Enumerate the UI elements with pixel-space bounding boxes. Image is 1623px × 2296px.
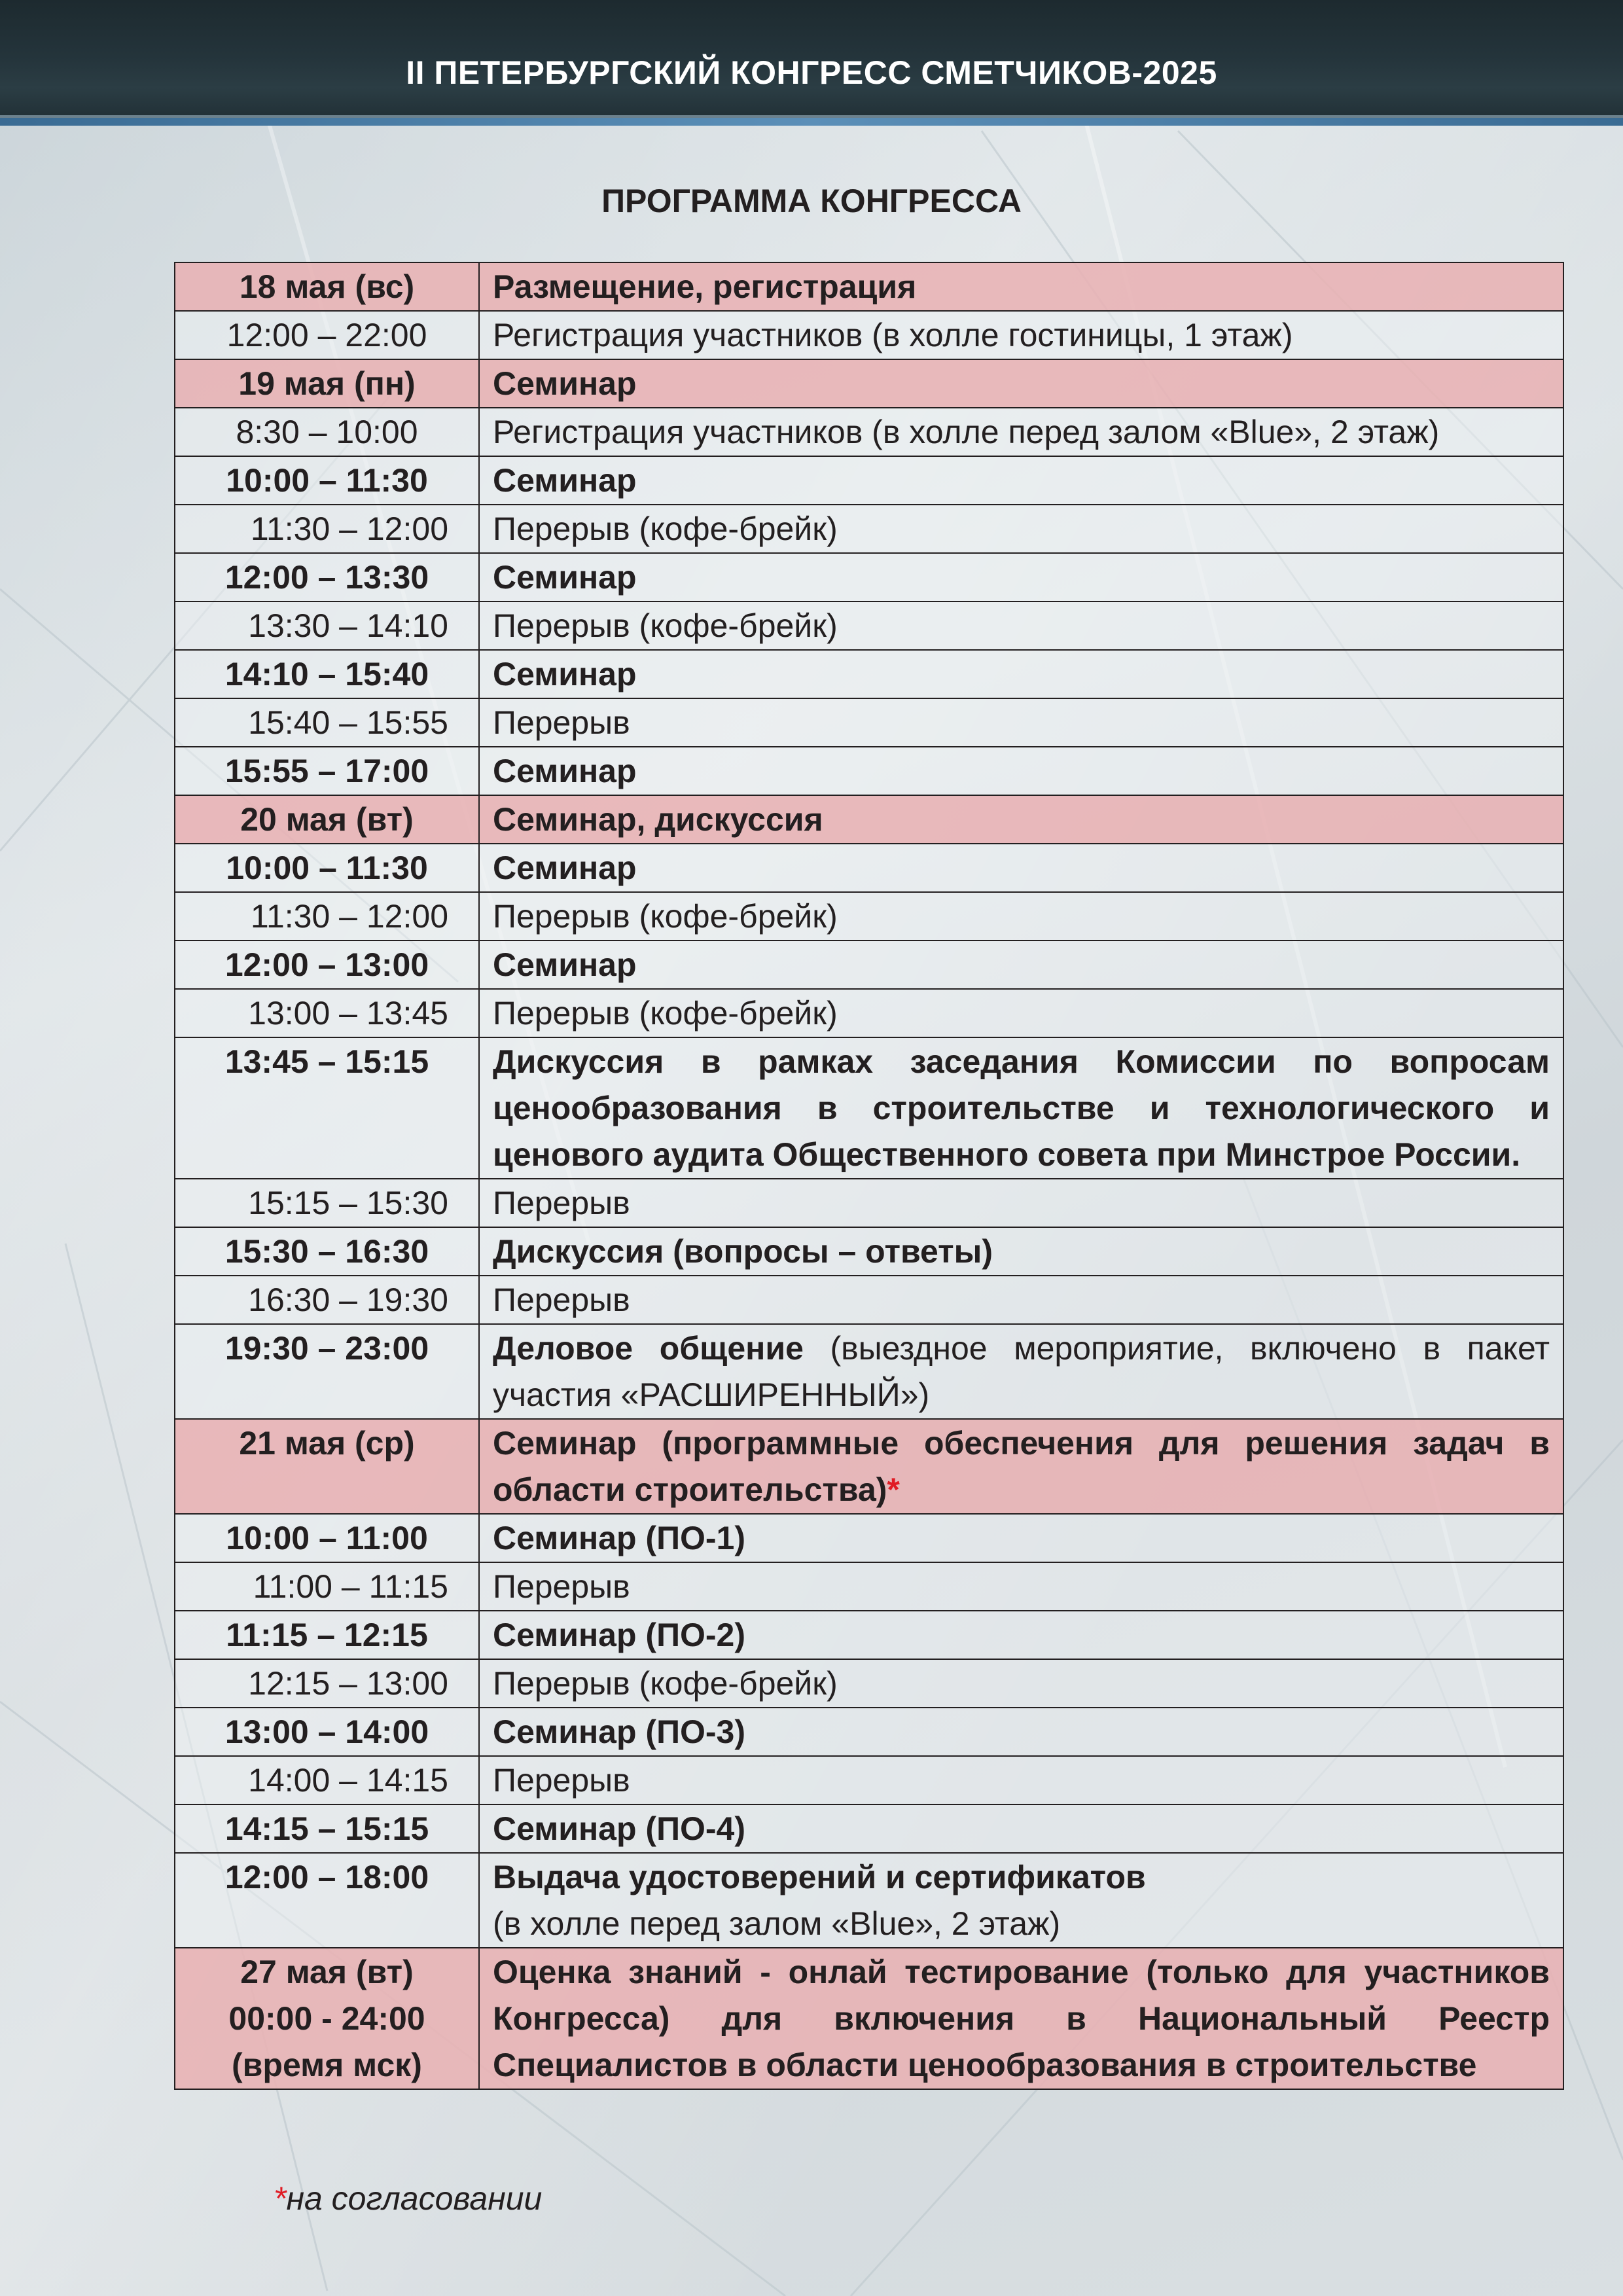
day-date: 27 мая (вт) (240, 1954, 414, 1990)
schedule-row (175, 698, 1563, 747)
schedule-row (175, 1324, 1563, 1419)
event-cell: Семинар (479, 941, 1563, 989)
schedule-row (175, 311, 1563, 359)
day-cell: 18 мая (вс) (175, 262, 479, 311)
event-title: Выдача удостоверений и сертификатов (493, 1859, 1146, 1895)
event-title: Деловое общение (493, 1330, 804, 1367)
time-cell: 11:30 – 12:00 (175, 892, 479, 941)
time-cell: 11:30 – 12:00 (175, 505, 479, 553)
event-cell: Семинар (479, 844, 1563, 892)
event-cell: Семинар (ПО-3) (479, 1708, 1563, 1756)
header-stripe (0, 118, 1623, 126)
event-title: Семинар (программные обеспечения для решения задач в области строительства) (493, 1425, 1550, 1508)
schedule-row (175, 1514, 1563, 1562)
event-cell: Регистрация участников (в холле перед залом «Blue», 2 этаж) (479, 408, 1563, 456)
event-cell: Семинар (ПО-2) (479, 1611, 1563, 1659)
event-cell (479, 1324, 1563, 1419)
event-cell: Семинар (479, 456, 1563, 505)
event-cell: Семинар (ПО-1) (479, 1514, 1563, 1562)
footnote-text: на согласовании (286, 2180, 543, 2217)
congress-title: II ПЕТЕРБУРГСКИЙ КОНГРЕСС СМЕТЧИКОВ-2025 (406, 54, 1217, 91)
time-cell: 12:15 – 13:00 (175, 1659, 479, 1708)
program-title: ПРОГРАММА КОНГРЕССА (601, 183, 1022, 219)
event-cell: Размещение, регистрация (479, 262, 1563, 311)
time-cell: 12:00 – 13:00 (175, 941, 479, 989)
event-cell (479, 1419, 1563, 1514)
event-cell: Регистрация участников (в холле гостиницы, 1 этаж) (479, 311, 1563, 359)
event-cell: Семинар (479, 553, 1563, 601)
time-cell: 15:15 – 15:30 (175, 1179, 479, 1227)
event-cell: Семинар (ПО-4) (479, 1804, 1563, 1853)
time-cell: 8:30 – 10:00 (175, 408, 479, 456)
event-cell: Семинар (479, 747, 1563, 795)
schedule-row (175, 408, 1563, 456)
event-cell: Перерыв (479, 1562, 1563, 1611)
day-row (175, 262, 1563, 311)
schedule-row (175, 1708, 1563, 1756)
schedule-row (175, 1659, 1563, 1708)
event-cell: Дискуссия (вопросы – ответы) (479, 1227, 1563, 1276)
time-cell: 14:15 – 15:15 (175, 1804, 479, 1853)
event-details: (выездное мероприятие, включено в пакет участия «РАСШИРЕННЫЙ») (493, 1330, 1550, 1413)
time-cell: 16:30 – 19:30 (175, 1276, 479, 1324)
day-row (175, 359, 1563, 408)
schedule-row (175, 1227, 1563, 1276)
day-cell (175, 1948, 479, 2089)
time-cell: 10:00 – 11:00 (175, 1514, 479, 1562)
event-cell: Перерыв (479, 1276, 1563, 1324)
asterisk-mark: * (274, 2180, 287, 2217)
schedule-row (175, 650, 1563, 698)
event-cell: Перерыв (кофе-брейк) (479, 892, 1563, 941)
time-cell: 11:00 – 11:15 (175, 1562, 479, 1611)
schedule-row (175, 505, 1563, 553)
schedule-row (175, 1037, 1563, 1179)
event-cell: Перерыв (кофе-брейк) (479, 989, 1563, 1037)
time-cell: 11:15 – 12:15 (175, 1611, 479, 1659)
schedule-row (175, 1804, 1563, 1853)
event-cell: Перерыв (кофе-брейк) (479, 1659, 1563, 1708)
event-cell: Оценка знаний - онлай тестирование (только для участников Конгресса) для включения в Национальный Реестр Специалистов в области ценообразования в строительстве (479, 1948, 1563, 2089)
time-cell: 14:10 – 15:40 (175, 650, 479, 698)
day-cell: 19 мая (пн) (175, 359, 479, 408)
schedule-table (174, 262, 1564, 2090)
event-cell: Семинар (479, 650, 1563, 698)
time-cell: 13:00 – 13:45 (175, 989, 479, 1037)
day-row (175, 1948, 1563, 2089)
day-cell: 21 мая (ср) (175, 1419, 479, 1514)
day-timezone: (время мск) (232, 2047, 422, 2083)
schedule-row (175, 1179, 1563, 1227)
time-cell: 10:00 – 11:30 (175, 456, 479, 505)
time-cell: 14:00 – 14:15 (175, 1756, 479, 1804)
asterisk-mark: * (887, 1471, 900, 1508)
event-details: (в холле перед залом «Blue», 2 этаж) (493, 1905, 1061, 1942)
time-cell: 15:30 – 16:30 (175, 1227, 479, 1276)
schedule-row (175, 1276, 1563, 1324)
footnote (274, 2179, 542, 2217)
time-cell: 12:00 – 13:30 (175, 553, 479, 601)
time-cell: 19:30 – 23:00 (175, 1324, 479, 1419)
event-cell (479, 1853, 1563, 1948)
schedule-row (175, 1756, 1563, 1804)
time-cell: 13:45 – 15:15 (175, 1037, 479, 1179)
time-cell: 12:00 – 18:00 (175, 1853, 479, 1948)
day-time: 00:00 - 24:00 (228, 2000, 425, 2037)
schedule-row (175, 601, 1563, 650)
time-cell: 15:55 – 17:00 (175, 747, 479, 795)
time-cell: 15:40 – 15:55 (175, 698, 479, 747)
day-row (175, 1419, 1563, 1514)
day-cell: 20 мая (вт) (175, 795, 479, 844)
schedule-row (175, 941, 1563, 989)
time-cell: 12:00 – 22:00 (175, 311, 479, 359)
event-cell: Семинар (479, 359, 1563, 408)
schedule-row (175, 1611, 1563, 1659)
header-bar (0, 0, 1623, 126)
event-cell: Перерыв (479, 698, 1563, 747)
time-cell: 10:00 – 11:30 (175, 844, 479, 892)
time-cell: 13:30 – 14:10 (175, 601, 479, 650)
time-cell: 13:00 – 14:00 (175, 1708, 479, 1756)
event-cell: Перерыв (479, 1179, 1563, 1227)
event-cell: Семинар, дискуссия (479, 795, 1563, 844)
event-cell: Перерыв (479, 1756, 1563, 1804)
event-cell: Дискуссия в рамках заседания Комиссии по вопросам ценообразования в строительстве и технологического и ценового аудита Общественного совета при Минстрое России. (479, 1037, 1563, 1179)
schedule-row (175, 892, 1563, 941)
event-cell: Перерыв (кофе-брейк) (479, 601, 1563, 650)
schedule-row (175, 747, 1563, 795)
schedule-row (175, 1562, 1563, 1611)
schedule-row (175, 553, 1563, 601)
schedule-row (175, 1853, 1563, 1948)
event-cell: Перерыв (кофе-брейк) (479, 505, 1563, 553)
schedule-row (175, 844, 1563, 892)
day-row (175, 795, 1563, 844)
schedule-row (175, 456, 1563, 505)
schedule-row (175, 989, 1563, 1037)
